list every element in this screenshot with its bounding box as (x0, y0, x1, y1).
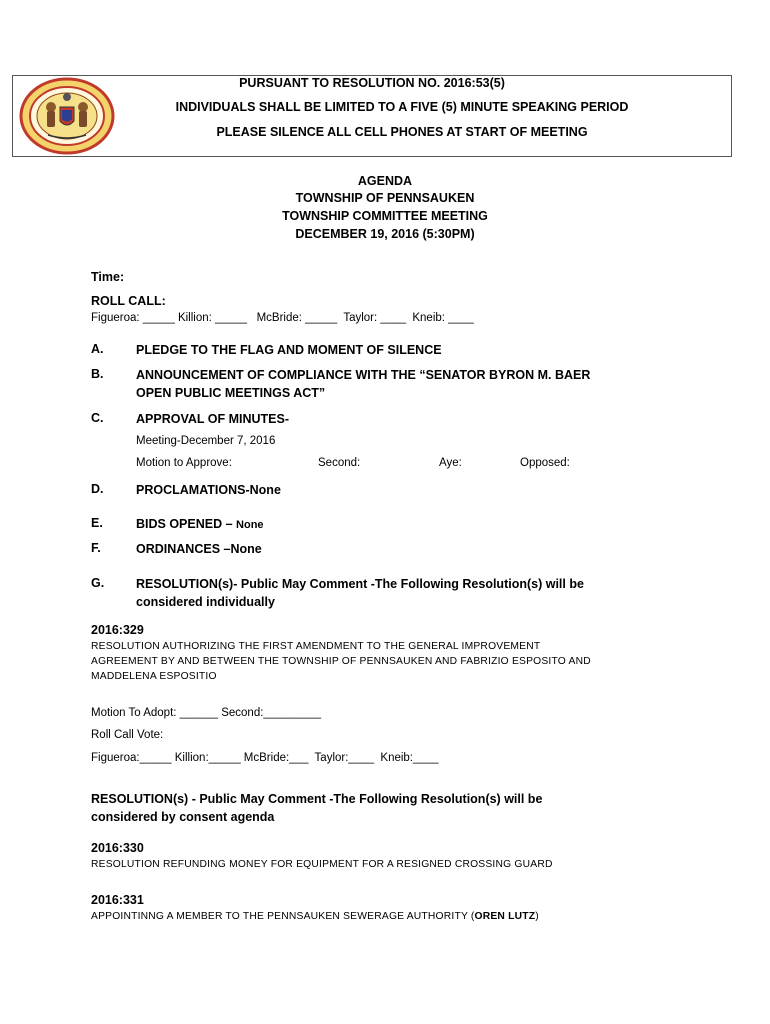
agenda-title: AGENDA (357, 174, 413, 188)
section-g-letter: G. (91, 576, 105, 590)
header-resolution: PURSUANT TO RESOLUTION NO. 2016:53(5) (239, 76, 505, 90)
consent-line2: considered by consent agenda (91, 810, 275, 824)
section-c-letter: C. (91, 411, 104, 425)
roll-call-line: Figueroa: _____ Killion: _____ McBride: _____ Taylor: ____ Kneib: ____ (91, 312, 474, 324)
res-331-number: 2016:331 (91, 893, 144, 907)
res-329-line1: RESOLUTION AUTHORIZING THE FIRST AMENDMENT TO THE GENERAL IMPROVEMENT (91, 641, 541, 652)
agenda-township: TOWNSHIP OF PENNSAUKEN (295, 191, 475, 205)
section-a-text: PLEDGE TO THE FLAG AND MOMENT OF SILENCE (136, 343, 442, 357)
res-331-text-prefix: APPOINTINNG A MEMBER TO THE PENNSAUKEN SEWERAGE AUTHORITY ( (91, 911, 475, 922)
section-b-line1: ANNOUNCEMENT OF COMPLIANCE WITH THE “SENATOR BYRON M. BAER (136, 368, 591, 382)
minutes-meeting-date: Meeting-December 7, 2016 (136, 435, 276, 447)
section-c-text: APPROVAL OF MINUTES- (136, 412, 290, 426)
section-b-line2: OPEN PUBLIC MEETINGS ACT” (136, 386, 326, 400)
res-331-appointee-name: OREN LUTZ (474, 911, 536, 922)
minutes-opposed-label: Opposed: (520, 457, 570, 469)
res-329-number: 2016:329 (91, 623, 144, 637)
res-330-text: RESOLUTION REFUNDING MONEY FOR EQUIPMENT FOR A RESIGNED CROSSING GUARD (91, 859, 553, 870)
header-silence-phones: PLEASE SILENCE ALL CELL PHONES AT START OF MEETING (216, 125, 588, 139)
section-a-letter: A. (91, 342, 104, 356)
time-label: Time: (91, 270, 125, 284)
section-e-text: BIDS OPENED – (136, 517, 237, 531)
header-speaking-limit: INDIVIDUALS SHALL BE LIMITED TO A FIVE (5) MINUTE SPEAKING PERIOD (175, 100, 629, 114)
res-329-line2: AGREEMENT BY AND BETWEEN THE TOWNSHIP OF PENNSAUKEN AND FABRIZIO ESPOSITO AND (91, 656, 591, 667)
res-331-text-suffix: ) (535, 911, 539, 922)
roll-call-label: ROLL CALL: (91, 294, 166, 308)
section-d-letter: D. (91, 482, 104, 496)
agenda-date: DECEMBER 19, 2016 (5:30PM) (295, 227, 475, 241)
section-b-letter: B. (91, 367, 104, 381)
section-f-text: ORDINANCES –None (136, 542, 262, 556)
minutes-motion-label: Motion to Approve: (136, 457, 232, 469)
res-329-motion: Motion To Adopt: ______ Second:_________ (91, 707, 321, 719)
section-f-letter: F. (91, 541, 101, 555)
res-331-line (91, 911, 539, 922)
section-e-none: None (236, 519, 264, 531)
minutes-second-label: Second: (318, 457, 361, 469)
minutes-aye-label: Aye: (439, 457, 462, 469)
section-d-text: PROCLAMATIONS-None (136, 483, 281, 497)
consent-line1: RESOLUTION(s) - Public May Comment -The Following Resolution(s) will be (91, 792, 543, 806)
agenda-meeting: TOWNSHIP COMMITTEE MEETING (282, 209, 488, 223)
section-g-line2: considered individually (136, 595, 275, 609)
res-329-line3: MADDELENA ESPOSITIO (91, 671, 217, 682)
section-e-letter: E. (91, 516, 103, 530)
res-330-number: 2016:330 (91, 841, 144, 855)
section-e-line (136, 515, 264, 534)
res-329-roll-line: Figueroa:_____ Killion:_____ McBride:___ Taylor:____ Kneib:____ (91, 752, 439, 764)
section-g-line1: RESOLUTION(s)- Public May Comment -The Following Resolution(s) will be (136, 577, 584, 591)
res-329-roll-label: Roll Call Vote: (91, 729, 164, 741)
